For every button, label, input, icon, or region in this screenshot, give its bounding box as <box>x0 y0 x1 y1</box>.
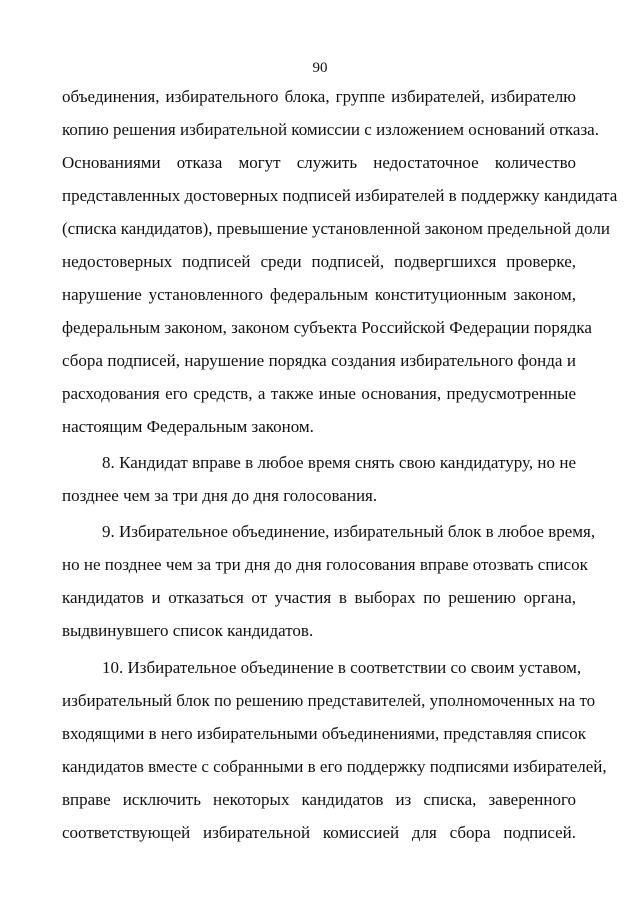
paragraph-10-line: входящими в него избирательными объединениями, представляя список <box>62 724 586 743</box>
text-line: представленных достоверных подписей избирателей в поддержку кандидата <box>62 186 618 205</box>
text-line: расходования его средств, а также иные основания, предусмотренные <box>62 384 576 403</box>
paragraph-10-line: вправе исключить некоторых кандидатов из списка, заверенного <box>62 790 576 809</box>
paragraph-9-line: 9. Избирательное объединение, избирательный блок в любое время, <box>102 522 596 541</box>
paragraph-8-line: позднее чем за три дня до дня голосования. <box>62 486 378 505</box>
paragraph-10-line: соответствующей избирательной комиссией для сбора подписей. <box>62 823 576 842</box>
paragraph-10-line: избирательный блок по решению представителей, уполномоченных на то <box>62 691 596 710</box>
page-number: 90 <box>312 60 328 76</box>
text-line: нарушение установленного федеральным конституционным законом, <box>62 285 576 304</box>
text-line: (списка кандидатов), превышение установленной законом предельной доли <box>62 219 610 238</box>
paragraph-9-line: кандидатов и отказаться от участия в выборах по решению органа, <box>62 588 576 607</box>
paragraph-10-line: 10. Избирательное объединение в соответствии со своим уставом, <box>102 658 582 677</box>
paragraph-8-line: 8. Кандидат вправе в любое время снять свою кандидатуру, но не <box>102 453 576 472</box>
paragraph-10-line: кандидатов вместе с собранными в его поддержку подписями избирателей, <box>62 757 607 776</box>
text-line: копию решения избирательной комиссии с изложением оснований отказа. <box>62 120 599 139</box>
text-line: объединения, избирательного блока, группе избирателей, избирателю <box>62 87 576 106</box>
text-line: недостоверных подписей среди подписей, подвергшихся проверке, <box>62 252 576 271</box>
text-line: федеральным законом, законом субъекта Российской Федерации порядка <box>62 318 592 337</box>
text-line: Основаниями отказа могут служить недостаточное количество <box>62 153 576 172</box>
paragraph-9-line: выдвинувшего список кандидатов. <box>62 621 314 640</box>
paragraph-9-line: но не позднее чем за три дня до дня голосования вправе отозвать список <box>62 555 588 574</box>
text-line: настоящим Федеральным законом. <box>62 417 314 436</box>
text-line: сбора подписей, нарушение порядка создания избирательного фонда и <box>62 351 576 370</box>
